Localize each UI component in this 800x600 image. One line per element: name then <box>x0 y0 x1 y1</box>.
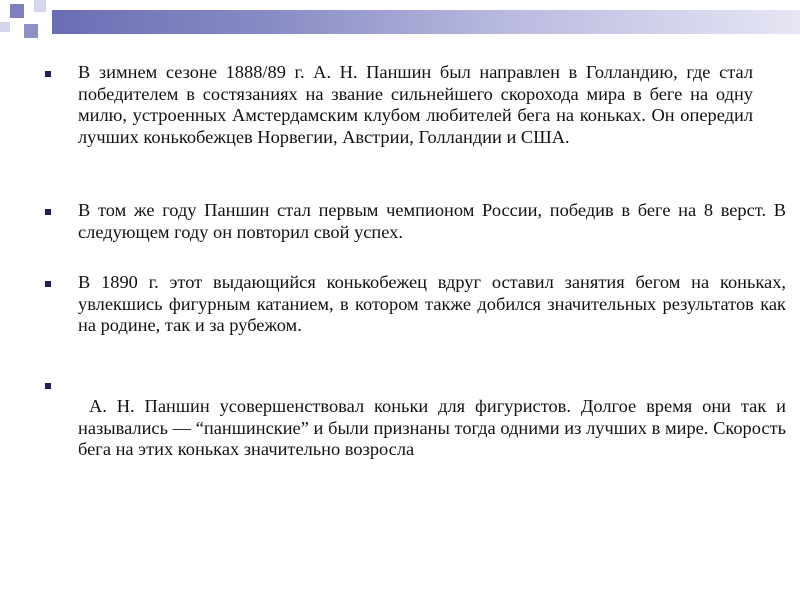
bullet-item <box>45 200 786 243</box>
bullet-text: В 1890 г. этот выдающийся конькобежец вдруг оставил занятия бегом на коньках, увлекшись фигурным катанием, в котором также добился значительных результатов как на родине, так и за рубежом. <box>78 272 786 335</box>
square-bullet-icon <box>45 71 51 77</box>
decor-square <box>24 24 38 38</box>
slide-header-decoration <box>0 0 800 50</box>
bullet-text: В том же году Паншин стал первым чемпионом России, победив в беге на 8 верст. В следующем году он повторил свой успех. <box>78 200 786 242</box>
decor-square <box>10 4 24 18</box>
square-bullet-icon <box>45 383 51 389</box>
header-gradient-bar <box>52 10 800 34</box>
square-bullet-icon <box>45 209 51 215</box>
slide-content <box>45 62 786 459</box>
bullet-item <box>45 272 786 337</box>
decor-square <box>0 22 10 32</box>
bullet-item <box>45 374 786 461</box>
square-bullet-icon <box>45 281 51 287</box>
decor-square <box>34 0 46 12</box>
bullet-text: А. Н. Паншин усовершенствовал коньки для фигуристов. Долгое время они так и назывались — “паншинские” и были признаны тогда одними из лучших в мире. Скорость бега на этих коньках значительно возросла <box>78 396 786 459</box>
bullet-text: В зимнем сезоне 1888/89 г. А. Н. Паншин был направлен в Голландию, где стал победителем в состязаниях на звание сильнейшего скорохода мира в беге на одну милю, устроенных Амстердамским клубом любителей бега на коньках. Он опередил лучших конькобежцев Норвегии, Австрии, Голландии и США. <box>78 62 753 147</box>
bullet-item <box>45 62 753 148</box>
